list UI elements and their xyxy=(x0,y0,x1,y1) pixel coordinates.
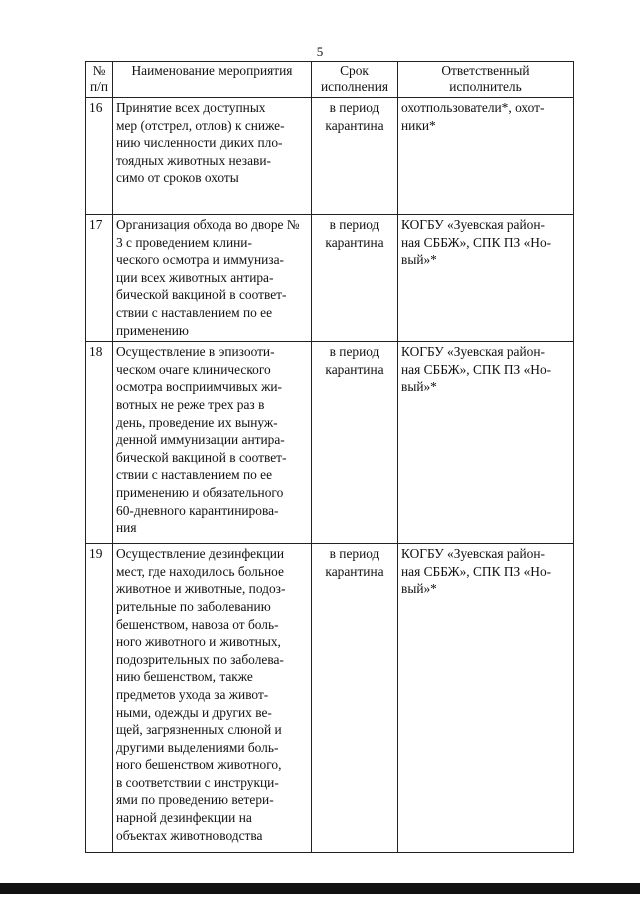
text-line: мест, где находилось больное xyxy=(116,563,284,579)
text-line: нарной дезинфекции на xyxy=(116,810,252,826)
text-line: бической вакциной в соответ- xyxy=(116,449,287,465)
header-number-line: № xyxy=(92,63,106,78)
text-line: тоядных животных незави- xyxy=(116,152,271,168)
page-number: 5 xyxy=(316,44,324,59)
activity-name xyxy=(113,98,312,215)
activities-table xyxy=(85,61,574,853)
text-line: бической вакциной в соответ- xyxy=(116,287,287,303)
text-line: ствии с наставлением по ее xyxy=(116,467,273,483)
term xyxy=(312,544,398,853)
text-line: применению и обязательного xyxy=(116,484,284,500)
text-line: нию численности диких пло- xyxy=(116,135,283,151)
text-line: щей, загрязненных слюной и xyxy=(116,722,282,738)
header-responsible-line: исполнитель xyxy=(449,79,522,94)
text-line: подозрительных по заболева- xyxy=(116,651,284,667)
text-line: ная СББЖ», СПК ПЗ «Но- xyxy=(401,361,552,377)
text-line: осмотра восприимчивых жи- xyxy=(116,379,282,395)
text-line: день, проведение их вынуж- xyxy=(116,414,278,430)
text-line: в период xyxy=(329,217,380,232)
text-line: применению xyxy=(116,322,189,338)
text-line: ная СББЖ», СПК ПЗ «Но- xyxy=(401,563,552,579)
text-line: карантина xyxy=(325,117,384,133)
text-line: карантина xyxy=(325,563,384,579)
text-line: ями по проведению ветери- xyxy=(116,792,274,808)
text-line: предметов ухода за живот- xyxy=(116,686,269,702)
activity-name xyxy=(113,342,312,544)
term xyxy=(312,215,398,342)
text-line: карантина xyxy=(325,234,384,250)
header-term-line: Срок xyxy=(340,63,369,78)
table-row xyxy=(86,544,574,853)
text-line: охотпользователи*, охот- xyxy=(401,100,545,115)
text-line: ники* xyxy=(401,117,436,133)
row-number: 16 xyxy=(86,98,113,215)
text-line: Осуществление в эпизооти- xyxy=(116,344,275,360)
table-row xyxy=(86,98,574,215)
row-number: 17 xyxy=(86,215,113,342)
header-term-line: исполнения xyxy=(320,79,389,94)
text-line: вотных не реже трех раз в xyxy=(116,396,265,412)
text-line: денной иммунизации антира- xyxy=(116,432,285,448)
header-number xyxy=(86,62,113,98)
responsible xyxy=(398,544,574,853)
text-line: другими выделениями боль- xyxy=(116,739,279,755)
header-responsible-line: Ответственный xyxy=(441,63,530,78)
text-line: вый»* xyxy=(401,252,437,268)
header-number-line: п/п xyxy=(89,79,109,94)
text-line: ного животного и животных, xyxy=(116,634,281,650)
text-line: ния xyxy=(116,520,137,536)
text-line: КОГБУ «Зуевская район- xyxy=(401,217,545,232)
text-line: в соответствии с инструкци- xyxy=(116,774,279,790)
responsible xyxy=(398,342,574,544)
text-line: карантина xyxy=(325,361,384,377)
text-line: ствии с наставлением по ее xyxy=(116,304,273,320)
text-line: мер (отстрел, отлов) к сниже- xyxy=(116,117,285,133)
text-line: в период xyxy=(329,344,380,360)
activity-name xyxy=(113,215,312,342)
text-line: 60-дневного карантинирова- xyxy=(116,502,279,518)
text-line: в период xyxy=(329,100,380,115)
header-activity-name xyxy=(113,62,312,98)
text-line: в период xyxy=(329,546,380,562)
header-term xyxy=(312,62,398,98)
text-line: симо от сроков охоты xyxy=(116,170,239,186)
text-line: вый»* xyxy=(401,581,437,597)
activity-name xyxy=(113,544,312,853)
header-responsible xyxy=(398,62,574,98)
row-number: 19 xyxy=(86,544,113,853)
scan-edge-bar xyxy=(0,883,640,894)
text-line: бешенством, навоза от боль- xyxy=(116,616,279,632)
text-line: ными, одежды и других ве- xyxy=(116,704,272,720)
text-line: Осуществление дезинфекции xyxy=(116,546,285,562)
header-activity-line: Наименование мероприятия xyxy=(131,63,293,78)
table-header-row xyxy=(86,62,574,98)
term xyxy=(312,342,398,544)
responsible xyxy=(398,98,574,215)
text-line: вый»* xyxy=(401,379,437,395)
table-row xyxy=(86,342,574,544)
text-line: Организация обхода во дворе № 3 с проведением клини- xyxy=(116,217,300,250)
text-line: ции всех животных антира- xyxy=(116,269,274,285)
text-line: нию бешенством, также xyxy=(116,669,253,685)
table-row xyxy=(86,215,574,342)
text-line: рительные по заболеванию xyxy=(116,598,271,614)
text-line: животное и животные, подоз- xyxy=(116,581,286,597)
text-line: объектах животноводства xyxy=(116,827,263,843)
text-line: ная СББЖ», СПК ПЗ «Но- xyxy=(401,234,552,250)
term xyxy=(312,98,398,215)
text-line: ческого осмотра и иммуниза- xyxy=(116,252,284,268)
text-line: КОГБУ «Зуевская район- xyxy=(401,546,545,562)
text-line: ного бешенством животного, xyxy=(116,757,282,773)
row-number: 18 xyxy=(86,342,113,544)
text-line: Принятие всех доступных xyxy=(116,100,266,115)
text-line: ческом очаге клинического xyxy=(116,361,271,377)
text-line: КОГБУ «Зуевская район- xyxy=(401,344,545,360)
responsible xyxy=(398,215,574,342)
